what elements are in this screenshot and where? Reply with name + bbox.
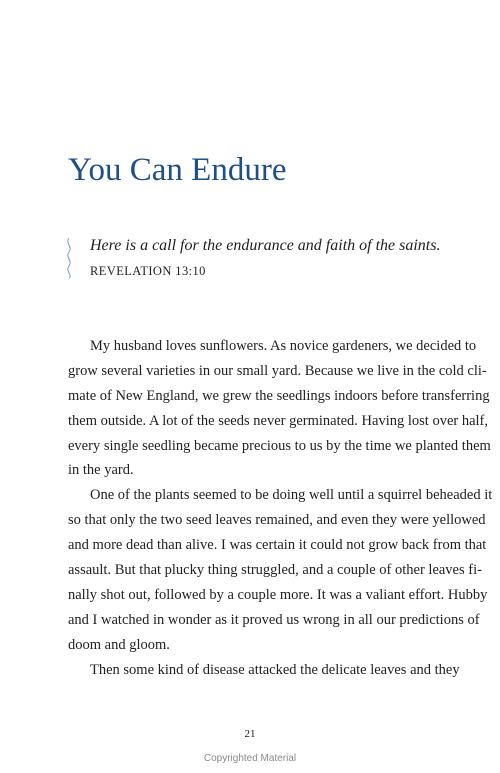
- copyright-notice: Copyrighted Material: [203, 753, 297, 764]
- text-line: doom and gloom.: [68, 636, 170, 653]
- epigraph-quote: Here is a call for the endurance and faith of the saints.: [90, 237, 441, 254]
- text-line: One of the plants seemed to be doing well until a squirrel beheaded it: [90, 487, 493, 504]
- text-line: so that only the two seed leaves remained, and even they were yellowed: [68, 512, 486, 529]
- text-line: every single seedling became precious to us by the time we planted them: [68, 437, 491, 454]
- text-line: grow several varieties in our small yard. Because we live in the cold cli-: [68, 362, 487, 379]
- text-line: and more dead than alive. I was certain it could not grow back from that: [68, 537, 487, 554]
- text-line: Then some kind of disease attacked the delicate leaves and they: [90, 661, 460, 678]
- text-line: assault. But that plucky thing struggled, and a couple of other leaves fi-: [68, 562, 482, 579]
- text-line: nally shot out, followed by a couple more. It was a valiant effort. Hubby: [68, 586, 488, 603]
- wavy-line-icon: [64, 237, 74, 279]
- chapter-title: You Can Endure: [68, 152, 287, 188]
- text-line: My husband loves sunflowers. As novice gardeners, we decided to: [90, 338, 477, 354]
- text-line: and I watched in wonder as it proved us wrong in all our predictions of: [68, 611, 480, 628]
- text-line: them outside. A lot of the seeds never germinated. Having lost over half,: [68, 412, 488, 429]
- body-text: [68, 334, 493, 682]
- text-line: in the yard.: [68, 462, 134, 479]
- epigraph-reference: REVELATION 13:10: [90, 264, 206, 278]
- page-number: 21: [244, 728, 256, 740]
- epigraph: [64, 235, 444, 287]
- text-line: mate of New England, we grew the seedlings indoors before transferring: [68, 387, 490, 404]
